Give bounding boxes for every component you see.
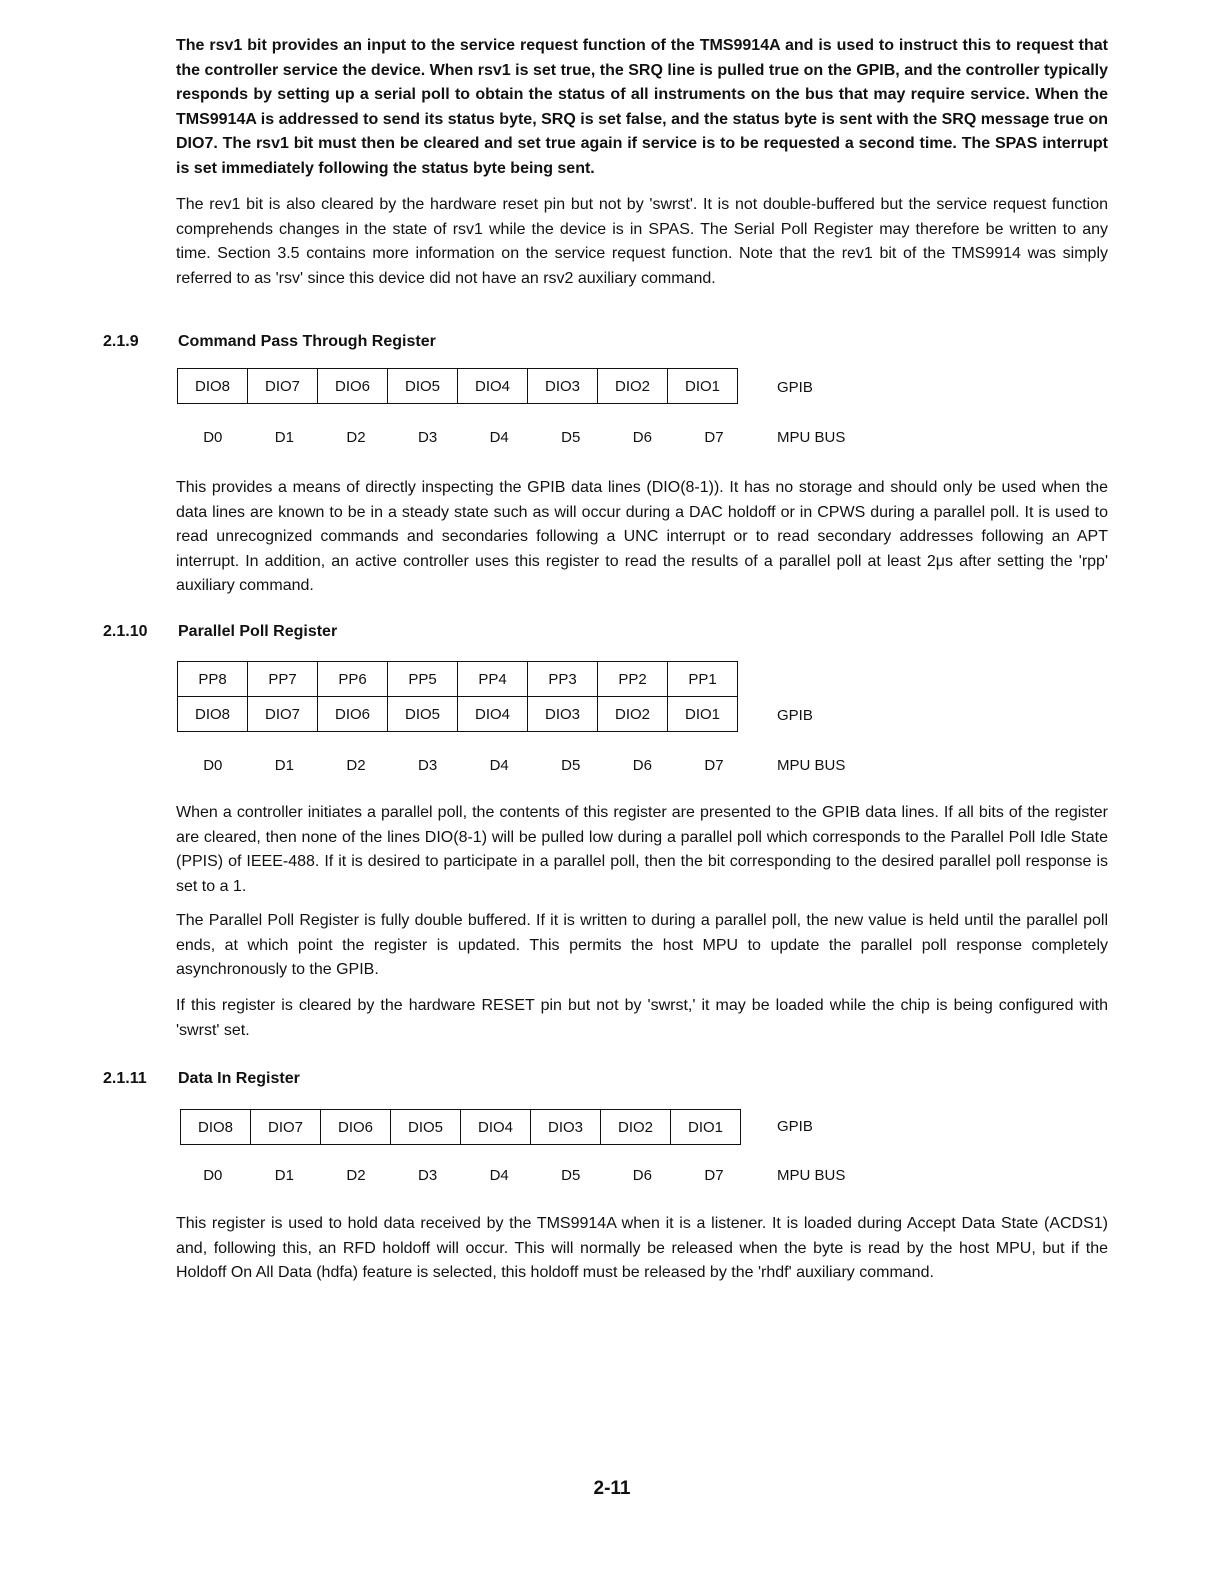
bus-bit: D0 bbox=[203, 1167, 223, 1184]
section-heading-cpt bbox=[103, 333, 436, 351]
bit-cell: DIO2 bbox=[598, 369, 668, 404]
section-title: Command Pass Through Register bbox=[178, 333, 436, 350]
bus-bit: D2 bbox=[346, 757, 366, 774]
mpu-bus-label: MPU BUS bbox=[777, 429, 846, 446]
rsv1-paragraph: The rsv1 bit provides an input to the service request function of the TMS9914A and is used to instruct this to request that the controller service the device. When rsv1 is set true, the SRQ line is pulled true on the GPIB, and the controller typically responds by setting up a serial poll to obtain the status of all instruments on the bus that may require service. When the TMS9914A is addressed to send its status byte, SRQ is set false, and the status byte is sent with the SRQ message true on DIO7. The rsv1 bit must then be cleared and set true again if service is to be requested a second time. The SPAS interrupt is set immediately following the status byte being sent. bbox=[176, 37, 1108, 177]
bit-cell: DIO7 bbox=[248, 369, 318, 404]
bus-bit: D4 bbox=[489, 1167, 509, 1184]
bit-cell: DIO1 bbox=[671, 1110, 741, 1145]
bus-bit: D7 bbox=[704, 429, 724, 446]
bit-cell: PP8 bbox=[178, 662, 248, 697]
bit-cell: DIO1 bbox=[668, 697, 738, 732]
bus-bit: D4 bbox=[489, 429, 509, 446]
pp-description-1: When a controller initiates a parallel poll, the contents of this register are presented to the GPIB data lines. If all bits of the register are cleared, then none of the lines DIO(8-1) will be pulled low during a parallel poll which corresponds to the Parallel Poll Idle State (PPIS) of IEEE-488. If it is desired to participate in a parallel poll, then the bit corresponding to the desired parallel poll response is set to a 1. bbox=[176, 804, 1108, 895]
mpu-bus-row bbox=[177, 757, 750, 774]
bit-cell: DIO7 bbox=[248, 697, 318, 732]
section-heading-pp bbox=[103, 623, 337, 641]
cpt-register-diagram bbox=[177, 368, 738, 404]
page-number: 2-11 bbox=[593, 1478, 631, 1499]
bit-cell: PP7 bbox=[248, 662, 318, 697]
bus-bit: D2 bbox=[346, 1167, 366, 1184]
bit-cell: DIO7 bbox=[251, 1110, 321, 1145]
bus-bit: D5 bbox=[561, 757, 581, 774]
bus-bit: D0 bbox=[203, 429, 223, 446]
bit-cell: DIO1 bbox=[668, 369, 738, 404]
bus-bit: D1 bbox=[274, 757, 294, 774]
bit-cell: DIO6 bbox=[321, 1110, 391, 1145]
section-heading-din bbox=[103, 1070, 300, 1088]
mpu-bus-label: MPU BUS bbox=[777, 757, 846, 774]
bus-bit: D3 bbox=[417, 429, 438, 446]
bus-bit: D3 bbox=[417, 1167, 438, 1184]
bit-cell: PP1 bbox=[668, 662, 738, 697]
pp-description-2: The Parallel Poll Register is fully double buffered. If it is written to during a parallel poll, the new value is held until the parallel poll ends, at which point the register is updated. This permits the host MPU to update the parallel poll response completely asynchronously to the GPIB. bbox=[176, 912, 1108, 978]
bus-bit: D5 bbox=[561, 1167, 581, 1184]
bit-cell: DIO4 bbox=[458, 697, 528, 732]
bit-cell: PP5 bbox=[388, 662, 458, 697]
bit-cell: PP3 bbox=[528, 662, 598, 697]
bit-cell: DIO3 bbox=[528, 697, 598, 732]
bit-cell: DIO8 bbox=[181, 1110, 251, 1145]
bit-cell: DIO2 bbox=[601, 1110, 671, 1145]
mpu-bus-row bbox=[177, 429, 750, 446]
bus-bit: D2 bbox=[346, 429, 366, 446]
pp-register-diagram bbox=[177, 661, 738, 732]
gpib-label: GPIB bbox=[777, 1118, 813, 1135]
bus-bit: D4 bbox=[489, 757, 509, 774]
bit-cell: DIO4 bbox=[458, 369, 528, 404]
section-number: 2.1.11 bbox=[103, 1070, 147, 1087]
bit-cell: DIO3 bbox=[531, 1110, 601, 1145]
bus-bit: D1 bbox=[274, 429, 294, 446]
bit-cell: PP4 bbox=[458, 662, 528, 697]
register-row-dio bbox=[178, 369, 738, 404]
register-row-dio bbox=[181, 1110, 741, 1145]
section-number: 2.1.10 bbox=[103, 623, 148, 640]
bus-bit: D1 bbox=[274, 1167, 294, 1184]
bus-bit: D6 bbox=[632, 429, 652, 446]
bit-cell: PP2 bbox=[598, 662, 668, 697]
register-row-dio bbox=[178, 697, 738, 732]
bus-bit: D6 bbox=[632, 757, 652, 774]
bus-bit: D7 bbox=[704, 1167, 724, 1184]
bus-bit: D0 bbox=[203, 757, 223, 774]
gpib-label: GPIB bbox=[777, 707, 813, 724]
section-title: Data In Register bbox=[178, 1070, 300, 1087]
bit-cell: DIO6 bbox=[318, 697, 388, 732]
bit-cell: DIO3 bbox=[528, 369, 598, 404]
bit-cell: DIO6 bbox=[318, 369, 388, 404]
bit-cell: DIO4 bbox=[461, 1110, 531, 1145]
din-register-diagram bbox=[180, 1109, 741, 1145]
bit-cell: DIO5 bbox=[391, 1110, 461, 1145]
bit-cell: DIO5 bbox=[388, 697, 458, 732]
bit-cell: PP6 bbox=[318, 662, 388, 697]
mpu-bus-label: MPU BUS bbox=[777, 1167, 846, 1184]
bus-bit: D7 bbox=[704, 757, 724, 774]
cpt-description: This provides a means of directly inspecting the GPIB data lines (DIO(8-1)). It has no storage and should only be used when the data lines are known to be in a steady state such as will occur during a DAC holdoff or in CPWS during a parallel poll. It is used to read unrecognized commands and secondaries following a UNC interrupt or to read secondary addresses following an APT interrupt. In addition, an active controller uses this register to read the results of a parallel poll at least 2μs after setting the 'rpp' auxiliary command. bbox=[176, 479, 1108, 594]
bit-cell: DIO8 bbox=[178, 369, 248, 404]
gpib-label: GPIB bbox=[777, 379, 813, 396]
bus-bit: D6 bbox=[632, 1167, 652, 1184]
bit-cell: DIO2 bbox=[598, 697, 668, 732]
bus-bit: D3 bbox=[417, 757, 438, 774]
section-title: Parallel Poll Register bbox=[178, 623, 338, 640]
section-number: 2.1.9 bbox=[103, 333, 139, 350]
pp-description-3: If this register is cleared by the hardware RESET pin but not by 'swrst,' it may be loaded while the chip is being configured with 'swrst' set. bbox=[176, 997, 1108, 1039]
bit-cell: DIO5 bbox=[388, 369, 458, 404]
din-description: This register is used to hold data received by the TMS9914A when it is a listener. It is loaded during Accept Data State (ACDS1) and, following this, an RFD holdoff will occur. This will normally be released when the byte is read by the host MPU, but if the Holdoff On All Data (hdfa) feature is selected, this holdoff must be released by the 'rhdf' auxiliary command. bbox=[176, 1215, 1108, 1281]
register-row-pp bbox=[178, 662, 738, 697]
bit-cell: DIO8 bbox=[178, 697, 248, 732]
bus-bit: D5 bbox=[561, 429, 581, 446]
mpu-bus-row bbox=[177, 1167, 750, 1184]
rev1-paragraph: The rev1 bit is also cleared by the hardware reset pin but not by 'swrst'. It is not double-buffered but the service request function comprehends changes in the state of rsv1 while the device is in SPAS. The Serial Poll Register may therefore be written to any time. Section 3.5 contains more information on the service request function. Note that the rev1 bit of the TMS9914 was simply referred to as 'rsv' since this device did not have an rsv2 auxiliary command. bbox=[176, 196, 1108, 287]
